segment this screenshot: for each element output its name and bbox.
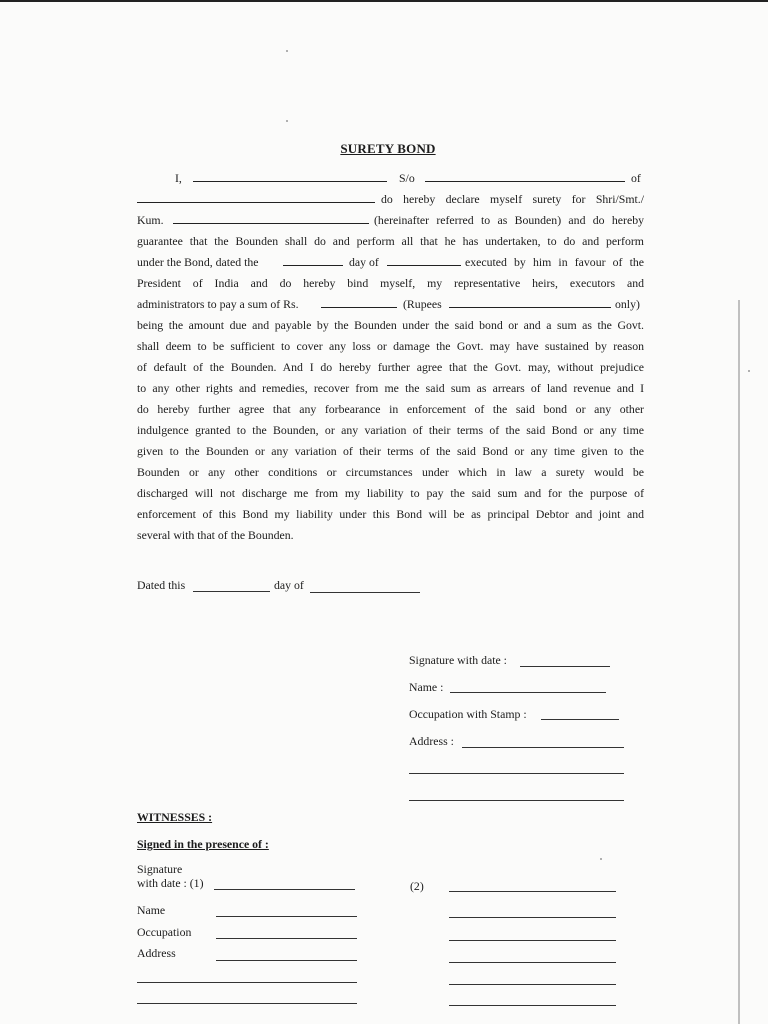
- body-line-14: given to the Bounden or any variation of their terms of the said Bond or any time given to the: [137, 444, 644, 458]
- surety-name-label: Name :: [409, 680, 444, 694]
- surety-address-label: Address :: [409, 734, 454, 748]
- surety-signature-label: Signature with date :: [409, 653, 507, 667]
- surety-signature-blank[interactable]: [520, 666, 610, 667]
- dated-label: Dated this: [137, 578, 186, 592]
- witness2-occupation-field[interactable]: [449, 940, 616, 941]
- witness-address-label: Address: [137, 946, 176, 960]
- witness2-label: (2): [410, 879, 424, 893]
- witness-signature-label-2: with date : (1): [137, 876, 204, 890]
- witness2-address-field-3[interactable]: [449, 1005, 616, 1006]
- witness-signature-label-1: Signature: [137, 862, 183, 876]
- body-line-4: guarantee that the Bounden shall do and perform all that he has undertaken, to do and perform: [137, 234, 644, 248]
- witness2-address-field-1[interactable]: [449, 962, 616, 963]
- witness1-occupation-field[interactable]: [216, 938, 357, 939]
- witness-name-label: Name: [137, 903, 166, 917]
- scan-top-edge: [0, 0, 768, 2]
- surety-occupation-label: Occupation with Stamp :: [409, 707, 527, 721]
- witness1-name-field[interactable]: [216, 916, 357, 917]
- body-line-5: under the Bond, dated the day of executed by him in favour of the: [137, 255, 644, 269]
- surety-name-field[interactable]: [450, 692, 606, 693]
- body-line-15: Bounden or any other conditions or circumstances under which in law a surety would be: [137, 465, 644, 479]
- witness2-address-field-2[interactable]: [449, 984, 616, 985]
- bounden-name-blank[interactable]: [173, 212, 369, 224]
- document-title: SURETY BOND: [340, 141, 436, 156]
- surety-address-field-1[interactable]: [462, 747, 624, 748]
- amount-words-blank[interactable]: [449, 296, 611, 308]
- bond-day-blank[interactable]: [283, 254, 343, 266]
- scan-speck: [286, 120, 288, 122]
- scan-speck: [286, 50, 288, 52]
- body-line-18: several with that of the Bounden.: [137, 528, 294, 542]
- body-line-13: indulgence granted to the Bounden, or any variation of their terms of the said Bond or any time: [137, 423, 644, 437]
- scan-right-edge: [738, 300, 740, 1024]
- witnesses-heading: WITNESSES :: [137, 810, 213, 824]
- body-line-6: President of India and do hereby bind myself, my representative heirs, executors and: [137, 276, 644, 290]
- surety-name-blank[interactable]: [193, 170, 387, 182]
- surety-occupation-field[interactable]: [541, 719, 619, 720]
- dated-day-blank[interactable]: [193, 591, 270, 592]
- father-name-blank[interactable]: [425, 170, 625, 182]
- surety-address-field-3[interactable]: [409, 800, 624, 801]
- body-line-17: enforcement of this Bond my liability under this Bond will be as principal Debtor and joint and: [137, 507, 644, 521]
- body-line-9: shall deem to be sufficient to cover any loss or damage the Govt. may have sustained by reason: [137, 339, 644, 353]
- dated-dayof-label: day of: [274, 578, 304, 592]
- scan-speck: [748, 370, 750, 372]
- body-line-2: do hereby declare myself surety for Shri/Smt./: [137, 191, 644, 207]
- witness2-name-field[interactable]: [449, 917, 616, 918]
- amount-rs-blank[interactable]: [321, 296, 397, 308]
- signed-presence-heading: Signed in the presence of :: [137, 837, 269, 851]
- witness-occupation-label: Occupation: [137, 925, 192, 939]
- body-line-12: do hereby further agree that any forbearance in enforcement of the said bond or any other: [137, 402, 644, 416]
- dated-month-blank[interactable]: [310, 592, 420, 593]
- body-line-11: to any other rights and remedies, recover from me the said sum as arrears of land revenue and I: [137, 381, 644, 395]
- witness1-address-field-1[interactable]: [216, 960, 357, 961]
- address-blank[interactable]: [137, 191, 375, 203]
- scan-speck: [600, 858, 602, 860]
- body-line-7: administrators to pay a sum of Rs. (Rupees only): [137, 297, 640, 311]
- body-line-8: being the amount due and payable by the Bounden under the said bond or and a sum as the Govt.: [137, 318, 644, 332]
- witness1-address-field-2[interactable]: [137, 982, 357, 983]
- surety-address-field-2[interactable]: [409, 773, 624, 774]
- witness1-address-field-3[interactable]: [137, 1003, 357, 1004]
- body-line-10: of default of the Bounden. And I do hereby further agree that the Govt. may, without prejudice: [137, 360, 644, 374]
- bond-month-blank[interactable]: [387, 254, 461, 266]
- body-line-1: I, S/o of: [175, 171, 641, 185]
- body-line-3: Kum. (hereinafter referred to as Bounden) and do hereby: [137, 213, 644, 227]
- body-line-16: discharged will not discharge me from my liability to pay the said sum and for the purpose of: [137, 486, 644, 500]
- witness1-signature-field[interactable]: [214, 889, 355, 890]
- witness2-signature-field[interactable]: [449, 891, 616, 892]
